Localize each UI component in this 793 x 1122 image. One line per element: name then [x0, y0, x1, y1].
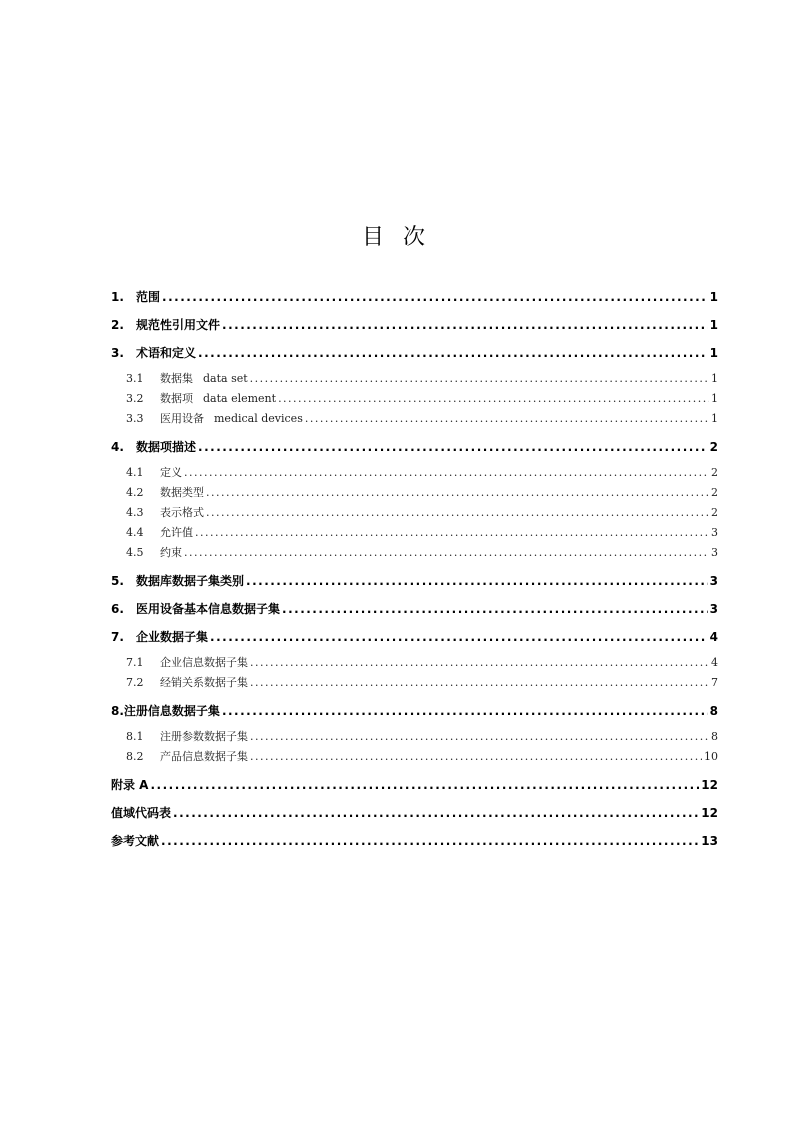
toc-entry-label — [136, 283, 160, 311]
toc-entry-page-number: 1 — [709, 346, 718, 360]
toc-dot-leader — [282, 595, 708, 623]
toc-entry-title: 经销关系数据子集 — [160, 676, 248, 689]
toc-entry-page-number: 1 — [709, 318, 718, 332]
toc-entry-page-number: 7 — [711, 676, 718, 689]
toc-entry[interactable] — [111, 369, 718, 389]
toc-dot-leader — [198, 339, 708, 367]
toc-entry-title: 允许值 — [160, 526, 193, 539]
toc-entry[interactable] — [111, 503, 718, 523]
toc-entry-number: 4. — [111, 440, 124, 454]
toc-entry[interactable] — [111, 543, 718, 563]
toc-entry[interactable] — [111, 283, 718, 311]
toc-dot-leader — [278, 389, 709, 409]
toc-entry-title: 值域代码表 — [111, 806, 172, 820]
toc-entry-page-number: 8 — [711, 730, 718, 743]
toc-entry-page-number: 1 — [709, 290, 718, 304]
toc-entry-title: 约束 — [160, 546, 182, 559]
toc-entry-label — [136, 311, 220, 339]
toc-dot-leader — [161, 827, 699, 855]
toc-dot-leader — [184, 463, 709, 483]
toc-dot-leader — [250, 727, 709, 747]
toc-entry[interactable] — [111, 697, 718, 725]
toc-dot-leader — [250, 369, 709, 389]
toc-dot-leader — [206, 503, 709, 523]
table-of-contents — [111, 283, 718, 855]
toc-entry-number: 7.2 — [126, 676, 144, 689]
toc-entry[interactable] — [111, 389, 718, 409]
toc-dot-leader — [305, 409, 709, 429]
toc-entry[interactable] — [111, 653, 718, 673]
toc-entry-number: 4.1 — [126, 466, 144, 479]
toc-entry[interactable] — [111, 483, 718, 503]
toc-entry-title: 数据项 — [160, 392, 193, 405]
toc-entry-label — [160, 543, 182, 563]
toc-entry[interactable] — [111, 771, 718, 799]
toc-entry-title: 注册参数数据子集 — [160, 730, 248, 743]
toc-entry[interactable] — [111, 409, 718, 429]
toc-entry-title: 医用设备基本信息数据子集 — [136, 602, 281, 616]
toc-entry-title: 附录 A — [111, 778, 149, 792]
toc-entry-number: 1. — [111, 290, 124, 304]
toc-entry-number: 4.2 — [126, 486, 144, 499]
toc-entry-label — [136, 595, 280, 623]
toc-entry[interactable] — [111, 311, 718, 339]
toc-entry-english-term: medical devices — [214, 412, 303, 425]
toc-entry-number: 4.4 — [126, 526, 144, 539]
page-title: 目 次 — [362, 225, 431, 250]
toc-entry-page-number: 4 — [709, 630, 718, 644]
toc-entry-title: 范围 — [136, 290, 161, 304]
toc-entry-number: 3.3 — [126, 412, 144, 425]
toc-entry-number: 8.1 — [126, 730, 144, 743]
toc-entry-page-number: 1 — [711, 372, 718, 385]
toc-entry[interactable] — [111, 595, 718, 623]
toc-entry-label — [160, 503, 204, 523]
toc-dot-leader — [198, 433, 708, 461]
toc-entry-page-number: 1 — [711, 412, 718, 425]
toc-entry-page-number: 2 — [711, 466, 718, 479]
toc-entry[interactable] — [111, 727, 718, 747]
toc-dot-leader — [173, 799, 699, 827]
toc-entry[interactable] — [111, 339, 718, 367]
toc-entry-label — [160, 747, 248, 767]
toc-entry-label — [160, 483, 204, 503]
toc-entry[interactable] — [111, 523, 718, 543]
toc-entry-title: 表示格式 — [160, 506, 204, 519]
toc-dot-leader — [246, 567, 708, 595]
toc-entry-label — [160, 369, 248, 389]
toc-entry-page-number: 8 — [709, 704, 718, 718]
toc-entry-page-number: 3 — [711, 526, 718, 539]
toc-entry-label — [136, 433, 196, 461]
toc-entry[interactable] — [111, 463, 718, 483]
toc-entry-number: 3. — [111, 346, 124, 360]
toc-dot-leader — [162, 283, 708, 311]
toc-entry-number: 5. — [111, 574, 124, 588]
toc-entry-page-number: 13 — [701, 834, 718, 848]
toc-entry-title: 数据类型 — [160, 486, 204, 499]
toc-entry-title: 定义 — [160, 466, 182, 479]
toc-entry-title: 规范性引用文件 — [136, 318, 221, 332]
toc-dot-leader — [206, 483, 709, 503]
toc-entry[interactable] — [111, 567, 718, 595]
toc-dot-leader — [250, 673, 709, 693]
toc-dot-leader — [222, 697, 708, 725]
toc-entry-number: 4.5 — [126, 546, 144, 559]
toc-entry[interactable] — [111, 747, 718, 767]
toc-entry-label — [111, 771, 148, 799]
toc-entry-page-number: 3 — [709, 602, 718, 616]
toc-dot-leader — [250, 747, 702, 767]
toc-entry-title: 企业信息数据子集 — [160, 656, 248, 669]
toc-dot-leader — [250, 653, 709, 673]
toc-entry-page-number: 3 — [709, 574, 718, 588]
toc-entry-number: 3.2 — [126, 392, 144, 405]
toc-entry-label — [160, 727, 248, 747]
toc-entry-page-number: 10 — [704, 750, 718, 763]
toc-entry-label — [160, 653, 248, 673]
toc-entry-title: 参考文献 — [111, 834, 160, 848]
toc-entry[interactable] — [111, 827, 718, 855]
toc-entry-page-number: 12 — [701, 806, 718, 820]
toc-entry-number: 2. — [111, 318, 124, 332]
toc-entry-number: 8. — [111, 704, 124, 718]
toc-entry[interactable] — [111, 673, 718, 693]
toc-entry-title: 数据库数据子集类别 — [136, 574, 245, 588]
toc-entry-title: 企业数据子集 — [136, 630, 209, 644]
toc-dot-leader — [150, 771, 699, 799]
toc-entry-number: 3.1 — [126, 372, 144, 385]
toc-entry-page-number: 4 — [711, 656, 718, 669]
toc-entry[interactable] — [111, 433, 718, 461]
toc-entry-label — [160, 673, 248, 693]
toc-dot-leader — [195, 523, 709, 543]
toc-entry-number: 7.1 — [126, 656, 144, 669]
toc-entry-label — [160, 409, 303, 429]
toc-entry-label — [124, 697, 220, 725]
toc-entry-english-term: data set — [203, 372, 248, 385]
toc-entry-page-number: 12 — [701, 778, 718, 792]
toc-entry-page-number: 3 — [711, 546, 718, 559]
toc-entry-label — [111, 827, 159, 855]
toc-entry-title: 注册信息数据子集 — [123, 704, 220, 718]
toc-dot-leader — [184, 543, 709, 563]
toc-entry-number: 6. — [111, 602, 124, 616]
toc-entry[interactable] — [111, 623, 718, 651]
toc-entry-number: 7. — [111, 630, 124, 644]
toc-entry-page-number: 1 — [711, 392, 718, 405]
toc-entry-label — [136, 339, 196, 367]
toc-entry-page-number: 2 — [711, 506, 718, 519]
toc-entry-number: 4.3 — [126, 506, 144, 519]
toc-entry-number: 8.2 — [126, 750, 144, 763]
toc-entry-label — [160, 463, 182, 483]
toc-entry-title: 数据集 — [160, 372, 193, 385]
toc-entry-page-number: 2 — [709, 440, 718, 454]
toc-entry-title: 数据项描述 — [136, 440, 197, 454]
toc-entry[interactable] — [111, 799, 718, 827]
toc-entry-page-number: 2 — [711, 486, 718, 499]
toc-dot-leader — [222, 311, 708, 339]
toc-entry-label — [136, 567, 244, 595]
toc-entry-label — [160, 523, 193, 543]
toc-entry-title: 医用设备 — [160, 412, 204, 425]
toc-dot-leader — [210, 623, 708, 651]
toc-entry-label — [160, 389, 276, 409]
toc-entry-label — [111, 799, 171, 827]
toc-entry-title: 术语和定义 — [136, 346, 197, 360]
toc-entry-english-term: data element — [203, 392, 277, 405]
toc-entry-title: 产品信息数据子集 — [160, 750, 248, 763]
toc-entry-label — [136, 623, 208, 651]
